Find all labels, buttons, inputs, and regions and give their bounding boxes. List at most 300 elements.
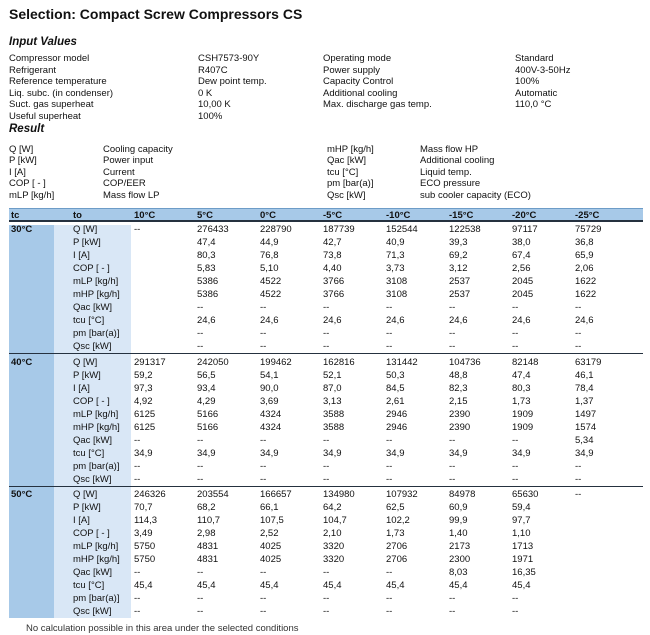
legend-symbol: mHP [kg/h]	[327, 143, 374, 155]
value-cell: 45,4	[260, 580, 279, 592]
value-cell: 63179	[575, 356, 602, 368]
legend-symbol: Q [W]	[9, 143, 34, 155]
value-cell: 134980	[323, 489, 355, 501]
input-labels-right	[323, 53, 432, 111]
value-cell	[134, 262, 197, 275]
value-cell: 1622	[575, 289, 597, 301]
value-cell: --	[512, 328, 519, 340]
tc-cell	[9, 340, 73, 353]
value-cell: 104,7	[323, 515, 347, 527]
value-cell: --	[134, 567, 141, 579]
value-cell: 82148	[512, 356, 539, 368]
tc-cell	[9, 473, 73, 486]
table-row	[9, 382, 643, 395]
row-label: pm [bar(a)]	[73, 593, 120, 605]
table-row	[9, 301, 643, 314]
value-cell: --	[197, 593, 204, 605]
value-cell: 1971	[512, 554, 534, 566]
value-cell: 5386	[197, 289, 219, 301]
value-cell: 1713	[512, 541, 534, 553]
value-cell: 48,8	[449, 369, 468, 381]
value-cell: 3,69	[260, 395, 279, 407]
value-cell: --	[197, 341, 204, 353]
table-row	[9, 223, 643, 236]
tc-cell	[9, 314, 73, 327]
table-row	[9, 488, 643, 501]
table-row	[9, 288, 643, 301]
row-label: Qac [kW]	[73, 302, 113, 314]
value-cell: 70,7	[134, 502, 153, 514]
value-cell: --	[575, 328, 582, 340]
value-cell: 34,9	[260, 447, 279, 459]
row-label: Q [W]	[73, 224, 98, 236]
input-values-right	[515, 53, 570, 111]
legend-descs-left	[103, 144, 173, 202]
tc-cell	[9, 327, 73, 340]
value-cell: 114,3	[134, 515, 158, 527]
value-cell: 80,3	[197, 250, 216, 262]
tc-cell	[9, 236, 73, 249]
legend-symbols-left	[9, 144, 54, 202]
value-cell: --	[512, 473, 519, 485]
value-cell: --	[197, 302, 204, 314]
table-row	[9, 395, 643, 408]
tc-cell	[9, 382, 73, 395]
legend-symbol: pm [bar(a)]	[327, 178, 374, 190]
value-cell: 65,9	[575, 250, 594, 262]
legend-symbol: tcu [°C]	[327, 166, 359, 178]
value-cell: 4,29	[197, 395, 216, 407]
table-row	[9, 421, 643, 434]
value-cell: 80,3	[512, 382, 531, 394]
value-cell: 131442	[386, 356, 418, 368]
input-label: Additional cooling	[323, 87, 398, 99]
value-cell	[575, 514, 643, 527]
row-label: tcu [°C]	[73, 447, 105, 459]
value-cell: 2045	[512, 276, 534, 288]
tc-cell	[9, 288, 73, 301]
value-cell	[134, 288, 197, 301]
value-cell: 97,7	[512, 515, 531, 527]
value-cell: 40,9	[386, 237, 405, 249]
legend-description: Liquid temp.	[420, 166, 472, 178]
value-cell: --	[323, 302, 330, 314]
value-cell: 187739	[323, 224, 355, 236]
value-cell	[575, 527, 643, 540]
input-value: 100%	[515, 76, 540, 88]
value-cell: 5,34	[575, 434, 594, 446]
value-cell: 6125	[134, 408, 156, 420]
value-cell: 3,13	[323, 395, 342, 407]
input-value: Dew point temp.	[198, 76, 267, 88]
value-cell: --	[386, 473, 393, 485]
value-cell: 8,03	[449, 567, 468, 579]
input-labels-left	[9, 53, 113, 123]
value-cell: 5386	[197, 276, 219, 288]
value-cell: 52,1	[323, 369, 342, 381]
value-cell: --	[512, 341, 519, 353]
value-cell: 69,2	[449, 250, 468, 262]
input-label: Power supply	[323, 64, 381, 76]
table-row	[9, 460, 643, 473]
value-cell: 5,10	[260, 263, 279, 275]
value-cell: --	[197, 567, 204, 579]
input-value: R407C	[198, 64, 228, 76]
row-label: I [A]	[73, 382, 90, 394]
table-row	[9, 605, 643, 618]
value-cell: --	[386, 302, 393, 314]
table-row	[9, 527, 643, 540]
value-cell: 4522	[260, 276, 282, 288]
value-cell: 3,49	[134, 528, 153, 540]
value-cell: --	[323, 567, 330, 579]
column-header: -5°C	[323, 209, 343, 221]
value-cell: --	[575, 489, 582, 501]
value-cell: 199462	[260, 356, 292, 368]
value-cell: 75729	[575, 224, 602, 236]
value-cell: 4831	[197, 541, 219, 553]
table-row	[9, 501, 643, 514]
value-cell: --	[260, 567, 267, 579]
row-label: mHP [kg/h]	[73, 289, 120, 301]
value-cell: 3588	[323, 408, 345, 420]
value-cell: 4522	[260, 289, 282, 301]
value-cell: 4324	[260, 408, 282, 420]
value-cell: 5166	[197, 421, 219, 433]
row-label: Qac [kW]	[73, 434, 113, 446]
row-label: mHP [kg/h]	[73, 421, 120, 433]
row-label: mLP [kg/h]	[73, 276, 119, 288]
value-cell: 24,6	[386, 315, 405, 327]
value-cell: 62,5	[386, 502, 405, 514]
value-cell: --	[197, 473, 204, 485]
table-row	[9, 434, 643, 447]
value-cell: 3320	[323, 541, 345, 553]
value-cell: 1,10	[512, 528, 531, 540]
value-cell: 162816	[323, 356, 355, 368]
value-cell: 1,73	[386, 528, 405, 540]
tc-cell	[9, 369, 73, 382]
tc-cell	[9, 605, 73, 618]
table-blocks	[9, 222, 643, 619]
value-cell: --	[134, 593, 141, 605]
value-cell: --	[323, 473, 330, 485]
value-cell: 64,2	[323, 502, 342, 514]
value-cell: 3766	[323, 289, 345, 301]
value-cell: 2390	[449, 421, 471, 433]
legend-description: Power input	[103, 155, 154, 167]
table-row	[9, 356, 643, 369]
legend-description: Mass flow LP	[103, 189, 160, 201]
row-label: Qac [kW]	[73, 567, 113, 579]
legend-description: ECO pressure	[420, 178, 481, 190]
value-cell	[575, 501, 643, 514]
input-label: Liq. subc. (in condenser)	[9, 87, 114, 99]
value-cell: 2,52	[260, 528, 279, 540]
input-value: 100%	[198, 110, 223, 122]
legend-symbol: P [kW]	[9, 155, 37, 167]
value-cell: 42,7	[323, 237, 342, 249]
value-cell	[134, 314, 197, 327]
tc-cell	[9, 514, 73, 527]
value-cell: 3,12	[449, 263, 468, 275]
value-cell: 2390	[449, 408, 471, 420]
input-value: 0 K	[198, 87, 213, 99]
input-value: CSH7573-90Y	[198, 53, 260, 64]
value-cell: 24,6	[260, 315, 279, 327]
input-values-left	[198, 53, 267, 123]
input-value: 110,0 °C	[515, 99, 552, 111]
value-cell: --	[134, 473, 141, 485]
value-cell: --	[260, 606, 267, 618]
value-cell: 45,4	[134, 580, 153, 592]
value-cell: 4831	[197, 554, 219, 566]
value-cell: 2,98	[197, 528, 216, 540]
value-cell: --	[260, 593, 267, 605]
legend-symbol: I [A]	[9, 166, 26, 178]
table-row	[9, 447, 643, 460]
value-cell: 2537	[449, 276, 471, 288]
value-cell: 107,5	[260, 515, 284, 527]
value-cell: 1909	[512, 408, 534, 420]
row-label: mLP [kg/h]	[73, 541, 119, 553]
value-cell: --	[386, 328, 393, 340]
value-cell	[134, 301, 197, 314]
value-cell: --	[449, 593, 456, 605]
value-cell: 4025	[260, 541, 282, 553]
value-cell: 84,5	[386, 382, 405, 394]
value-cell: 5750	[134, 554, 156, 566]
value-cell: 5750	[134, 541, 156, 553]
input-label: Useful superheat	[9, 110, 81, 122]
value-cell: --	[260, 328, 267, 340]
value-cell: 3108	[386, 276, 408, 288]
tc-cell	[9, 249, 73, 262]
value-cell: --	[197, 434, 204, 446]
value-cell: 1,37	[575, 395, 594, 407]
value-cell: 4025	[260, 554, 282, 566]
legend-symbol: COP [ - ]	[9, 178, 46, 190]
value-cell: 38,0	[512, 237, 531, 249]
footnote: No calculation possible in this area under the selected conditions	[26, 623, 299, 635]
value-cell: 246326	[134, 489, 166, 501]
value-cell: 45,4	[512, 580, 531, 592]
value-cell: 45,4	[197, 580, 216, 592]
value-cell: 59,2	[134, 369, 153, 381]
value-cell: 99,9	[449, 515, 468, 527]
tc-cell	[9, 421, 73, 434]
value-cell: --	[260, 460, 267, 472]
column-header: tc	[11, 209, 20, 221]
tc-cell	[9, 553, 73, 566]
table-row	[9, 275, 643, 288]
value-cell: 166657	[260, 489, 292, 501]
tc-cell	[9, 301, 73, 314]
value-cell	[575, 592, 643, 605]
value-cell: 6125	[134, 421, 156, 433]
value-cell: 107932	[386, 489, 418, 501]
legend-symbol: mLP [kg/h]	[9, 189, 55, 201]
table-row	[9, 566, 643, 579]
row-label: tcu [°C]	[73, 315, 105, 327]
input-value: Automatic	[515, 87, 558, 99]
table-row	[9, 579, 643, 592]
value-cell: --	[197, 606, 204, 618]
value-cell	[134, 249, 197, 262]
value-cell: --	[197, 460, 204, 472]
table-row	[9, 249, 643, 262]
legend-description: Additional cooling	[420, 155, 495, 167]
row-label: mLP [kg/h]	[73, 408, 119, 420]
value-cell: 3320	[323, 554, 345, 566]
value-cell: 4,92	[134, 395, 153, 407]
value-cell	[575, 579, 643, 592]
value-cell: 47,4	[197, 237, 216, 249]
legend-description: sub cooler capacity (ECO)	[420, 189, 531, 201]
tc-cell	[9, 395, 73, 408]
row-label: P [kW]	[73, 502, 101, 514]
value-cell: 2173	[449, 541, 471, 553]
column-header: -20°C	[512, 209, 537, 221]
value-cell: 2300	[449, 554, 471, 566]
value-cell: --	[134, 460, 141, 472]
value-cell: 2946	[386, 421, 408, 433]
row-label: pm [bar(a)]	[73, 460, 120, 472]
value-cell: 1,73	[512, 395, 531, 407]
input-label: Suct. gas superheat	[9, 99, 94, 111]
row-label: Q [W]	[73, 489, 98, 501]
result-legend	[9, 144, 642, 202]
value-cell: 242050	[197, 356, 229, 368]
value-cell: 46,1	[575, 369, 594, 381]
value-cell	[575, 540, 643, 553]
legend-description: Mass flow HP	[420, 143, 479, 155]
value-cell: --	[260, 341, 267, 353]
value-cell: 102,2	[386, 515, 410, 527]
tc-cell	[9, 262, 73, 275]
value-cell: --	[386, 606, 393, 618]
value-cell: 2,10	[323, 528, 342, 540]
tc-cell: 50°C	[11, 489, 33, 501]
value-cell: 84978	[449, 489, 476, 501]
value-cell: 78,4	[575, 382, 594, 394]
value-cell: --	[323, 593, 330, 605]
value-cell: 24,6	[323, 315, 342, 327]
value-cell: 34,9	[575, 447, 594, 459]
tc-cell	[9, 408, 73, 421]
value-cell: 291317	[134, 356, 166, 368]
value-cell: 3108	[386, 289, 408, 301]
value-cell: 45,4	[386, 580, 405, 592]
value-cell	[575, 605, 643, 618]
value-cell: 67,4	[512, 250, 531, 262]
value-cell: 45,4	[323, 580, 342, 592]
value-cell: --	[449, 302, 456, 314]
value-cell: 24,6	[197, 315, 216, 327]
value-cell: 60,9	[449, 502, 468, 514]
value-cell	[134, 236, 197, 249]
temperature-block	[9, 222, 643, 354]
tc-cell	[9, 275, 73, 288]
column-header: 10°C	[134, 209, 156, 221]
row-label: I [A]	[73, 515, 90, 527]
value-cell: 45,4	[449, 580, 468, 592]
value-cell: --	[512, 460, 519, 472]
value-cell: 2,15	[449, 395, 468, 407]
value-cell: 122538	[449, 224, 481, 236]
tc-cell	[9, 434, 73, 447]
value-cell	[134, 327, 197, 340]
row-label: Qsc [kW]	[73, 606, 112, 618]
value-cell: --	[323, 460, 330, 472]
value-cell: --	[575, 473, 582, 485]
row-label: P [kW]	[73, 237, 101, 249]
value-cell	[575, 553, 643, 566]
tc-cell	[9, 579, 73, 592]
legend-description: COP/EER	[103, 178, 146, 190]
row-label: COP [ - ]	[73, 528, 110, 540]
value-cell: 97117	[512, 224, 538, 236]
value-cell: --	[449, 473, 456, 485]
table-row	[9, 262, 643, 275]
row-label: P [kW]	[73, 369, 101, 381]
value-cell: --	[449, 434, 456, 446]
value-cell: --	[386, 593, 393, 605]
value-cell: 2537	[449, 289, 471, 301]
value-cell: 1622	[575, 276, 597, 288]
value-cell: 34,9	[134, 447, 153, 459]
value-cell: 65630	[512, 489, 539, 501]
value-cell: --	[575, 460, 582, 472]
value-cell: 1574	[575, 421, 597, 433]
temperature-block	[9, 486, 643, 619]
tc-cell: 30°C	[11, 224, 33, 236]
value-cell: 1909	[512, 421, 534, 433]
value-cell: 276433	[197, 224, 229, 236]
value-cell: --	[197, 328, 204, 340]
column-header: to	[73, 209, 82, 221]
value-cell: 34,9	[323, 447, 342, 459]
value-cell: 152544	[386, 224, 418, 236]
column-header: -25°C	[575, 209, 600, 221]
row-label: I [A]	[73, 250, 90, 262]
value-cell: 34,9	[449, 447, 468, 459]
value-cell: --	[134, 606, 141, 618]
input-label: Max. discharge gas temp.	[323, 99, 432, 111]
value-cell: --	[386, 567, 393, 579]
value-cell: 56,5	[197, 369, 216, 381]
input-value: 400V-3-50Hz	[515, 64, 571, 76]
value-cell: 2706	[386, 554, 408, 566]
value-cell: --	[323, 328, 330, 340]
value-cell: --	[449, 328, 456, 340]
value-cell: 76,8	[260, 250, 279, 262]
input-values-heading: Input Values	[9, 36, 77, 48]
table-row	[9, 340, 643, 353]
input-values-section	[9, 53, 642, 123]
value-cell: 34,9	[197, 447, 216, 459]
input-value: Standard	[515, 53, 554, 64]
row-label: pm [bar(a)]	[73, 328, 120, 340]
value-cell: 59,4	[512, 502, 531, 514]
legend-description: Cooling capacity	[103, 143, 173, 155]
value-cell: 2,06	[575, 263, 594, 275]
value-cell: 3,73	[386, 263, 405, 275]
value-cell: 93,4	[197, 382, 216, 394]
table-row	[9, 369, 643, 382]
value-cell: 24,6	[512, 315, 531, 327]
value-cell: 2,56	[512, 263, 531, 275]
